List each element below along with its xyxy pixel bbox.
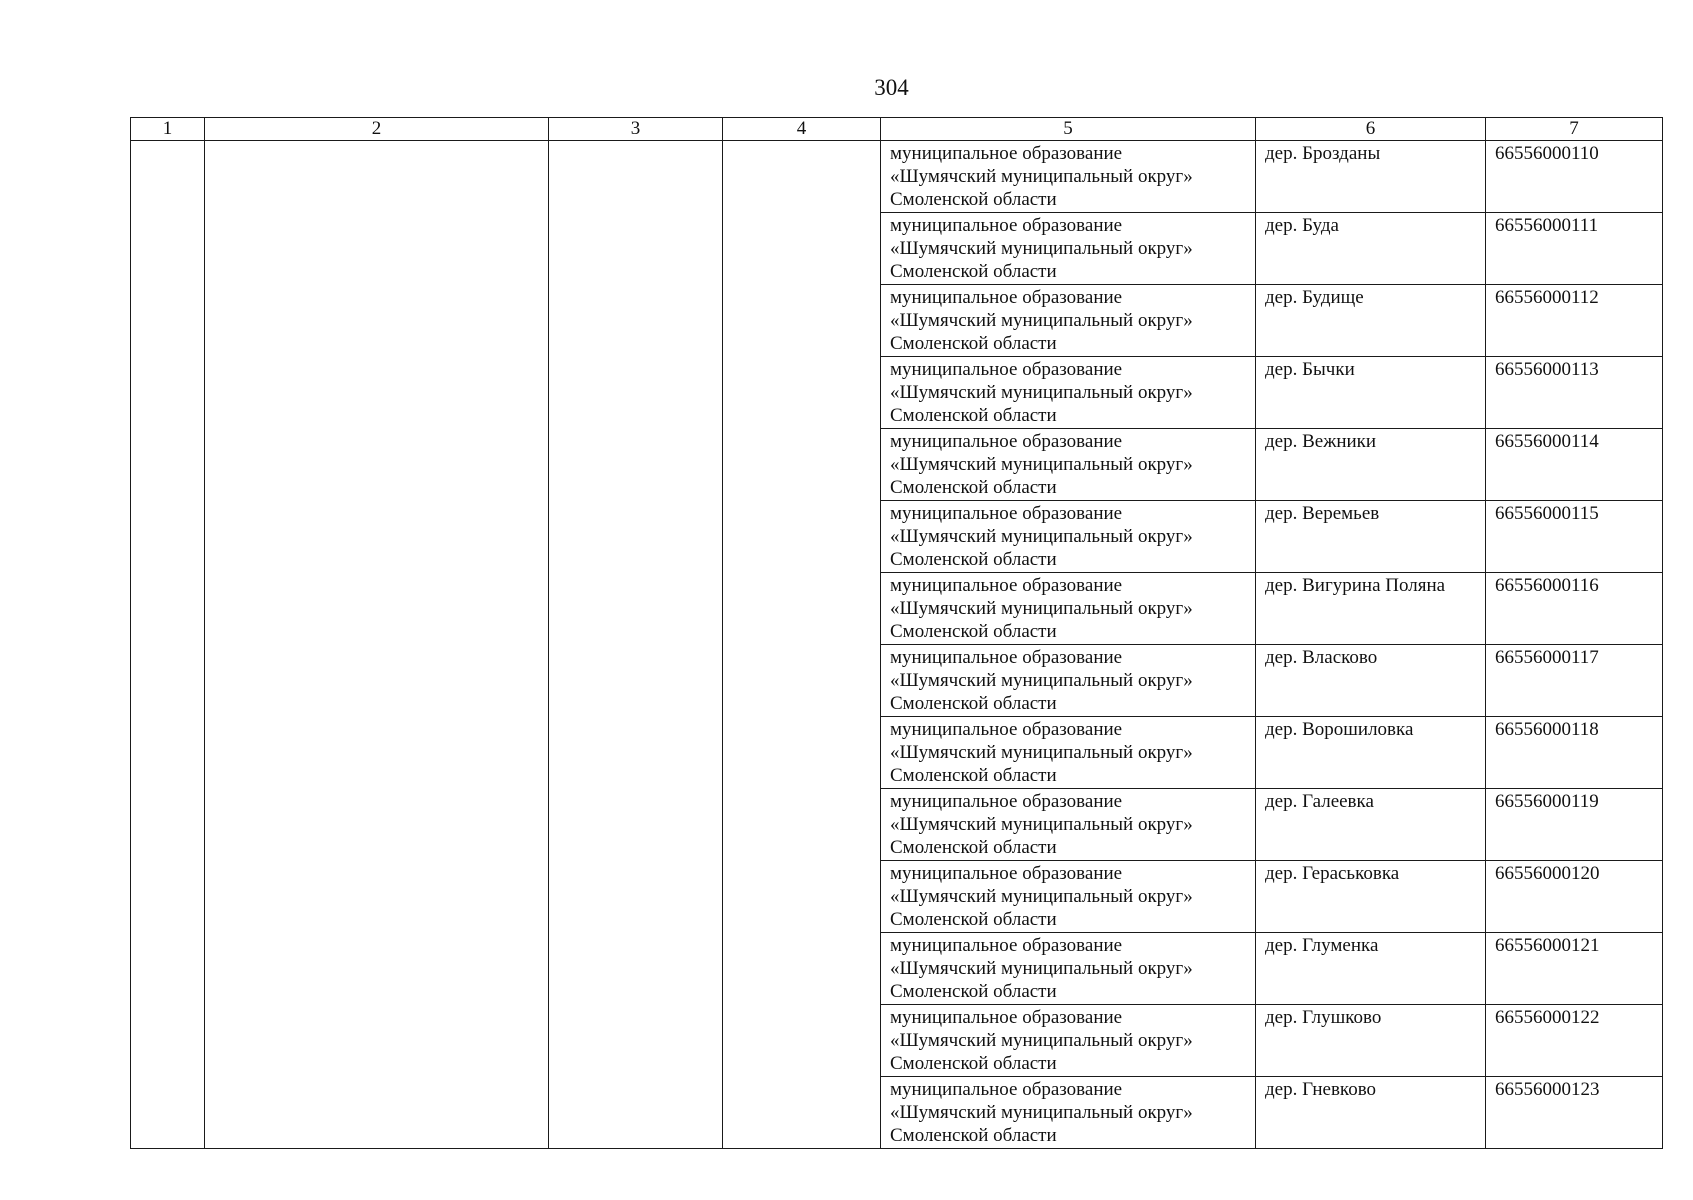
municipality-cell [881, 141, 1256, 213]
municipality-line: Смоленской области [890, 621, 1057, 642]
municipality-line: муниципальное образование [890, 287, 1123, 308]
settlement-cell: дер. Глушково [1256, 1005, 1486, 1077]
settlements-table [130, 117, 1663, 1149]
column-header-5: 5 [881, 118, 1256, 141]
municipality-line: «Шумячский муниципальный округ» [890, 958, 1193, 979]
oktmo-code-cell: 66556000112 [1486, 285, 1663, 357]
municipality-cell [881, 1077, 1256, 1149]
oktmo-code-cell: 66556000110 [1486, 141, 1663, 213]
empty-cell-col-4 [723, 141, 881, 1149]
municipality-line: Смоленской области [890, 765, 1057, 786]
municipality-line: «Шумячский муниципальный округ» [890, 454, 1193, 475]
table-body [131, 141, 1663, 1149]
municipality-line: муниципальное образование [890, 719, 1123, 740]
municipality-line: «Шумячский муниципальный округ» [890, 1030, 1193, 1051]
municipality-cell [881, 213, 1256, 285]
municipality-line: «Шумячский муниципальный округ» [890, 1102, 1193, 1123]
municipality-line: Смоленской области [890, 405, 1057, 426]
municipality-cell [881, 573, 1256, 645]
municipality-cell [881, 1005, 1256, 1077]
column-number-row [131, 118, 1663, 141]
municipality-line: Смоленской области [890, 837, 1057, 858]
settlement-cell: дер. Бычки [1256, 357, 1486, 429]
municipality-cell [881, 645, 1256, 717]
municipality-line: муниципальное образование [890, 647, 1123, 668]
oktmo-code-cell: 66556000120 [1486, 861, 1663, 933]
settlement-cell: дер. Глуменка [1256, 933, 1486, 1005]
oktmo-code-cell: 66556000114 [1486, 429, 1663, 501]
municipality-line: «Шумячский муниципальный округ» [890, 886, 1193, 907]
municipality-cell [881, 717, 1256, 789]
municipality-cell [881, 861, 1256, 933]
municipality-line: «Шумячский муниципальный округ» [890, 670, 1193, 691]
municipality-cell [881, 429, 1256, 501]
column-header-1: 1 [131, 118, 205, 141]
settlement-cell: дер. Власково [1256, 645, 1486, 717]
municipality-line: муниципальное образование [890, 215, 1123, 236]
empty-cell-col-3 [549, 141, 723, 1149]
oktmo-code-cell: 66556000118 [1486, 717, 1663, 789]
municipality-line: «Шумячский муниципальный округ» [890, 238, 1193, 259]
municipality-line: «Шумячский муниципальный округ» [890, 742, 1193, 763]
municipality-line: Смоленской области [890, 261, 1057, 282]
municipality-line: Смоленской области [890, 909, 1057, 930]
municipality-line: муниципальное образование [890, 791, 1123, 812]
municipality-line: муниципальное образование [890, 359, 1123, 380]
settlement-cell: дер. Веремьев [1256, 501, 1486, 573]
municipality-line: Смоленской области [890, 1053, 1057, 1074]
municipality-line: муниципальное образование [890, 431, 1123, 452]
municipality-cell [881, 933, 1256, 1005]
column-header-4: 4 [723, 118, 881, 141]
municipality-line: Смоленской области [890, 693, 1057, 714]
municipality-line: Смоленской области [890, 189, 1057, 210]
table-row [131, 141, 1663, 213]
municipality-line: «Шумячский муниципальный округ» [890, 598, 1193, 619]
settlement-cell: дер. Гневково [1256, 1077, 1486, 1149]
settlement-cell: дер. Вежники [1256, 429, 1486, 501]
municipality-line: муниципальное образование [890, 1079, 1123, 1100]
municipality-line: муниципальное образование [890, 575, 1123, 596]
settlement-cell: дер. Буда [1256, 213, 1486, 285]
settlement-cell: дер. Галеевка [1256, 789, 1486, 861]
municipality-line: муниципальное образование [890, 935, 1123, 956]
empty-cell-col-2 [205, 141, 549, 1149]
column-header-6: 6 [1256, 118, 1486, 141]
municipality-line: Смоленской области [890, 1125, 1057, 1146]
municipality-line: «Шумячский муниципальный округ» [890, 814, 1193, 835]
municipality-line: Смоленской области [890, 981, 1057, 1002]
oktmo-code-cell: 66556000111 [1486, 213, 1663, 285]
settlement-cell: дер. Брозданы [1256, 141, 1486, 213]
column-header-3: 3 [549, 118, 723, 141]
municipality-cell [881, 285, 1256, 357]
municipality-line: «Шумячский муниципальный округ» [890, 382, 1193, 403]
column-header-2: 2 [205, 118, 549, 141]
municipality-line: «Шумячский муниципальный округ» [890, 526, 1193, 547]
oktmo-code-cell: 66556000116 [1486, 573, 1663, 645]
municipality-cell [881, 357, 1256, 429]
column-header-7: 7 [1486, 118, 1663, 141]
municipality-cell [881, 501, 1256, 573]
page-number: 304 [874, 75, 909, 100]
settlement-cell: дер. Вигурина Поляна [1256, 573, 1486, 645]
oktmo-code-cell: 66556000113 [1486, 357, 1663, 429]
municipality-line: «Шумячский муниципальный округ» [890, 166, 1193, 187]
oktmo-code-cell: 66556000119 [1486, 789, 1663, 861]
oktmo-code-cell: 66556000115 [1486, 501, 1663, 573]
municipality-line: муниципальное образование [890, 863, 1123, 884]
municipality-line: муниципальное образование [890, 503, 1123, 524]
oktmo-code-cell: 66556000117 [1486, 645, 1663, 717]
municipality-line: Смоленской области [890, 477, 1057, 498]
settlement-cell: дер. Гераськовка [1256, 861, 1486, 933]
municipality-line: муниципальное образование [890, 143, 1123, 164]
settlement-cell: дер. Будище [1256, 285, 1486, 357]
oktmo-code-cell: 66556000121 [1486, 933, 1663, 1005]
municipality-line: Смоленской области [890, 333, 1057, 354]
oktmo-code-cell: 66556000123 [1486, 1077, 1663, 1149]
municipality-line: «Шумячский муниципальный округ» [890, 310, 1193, 331]
oktmo-code-cell: 66556000122 [1486, 1005, 1663, 1077]
municipality-line: Смоленской области [890, 549, 1057, 570]
municipality-cell [881, 789, 1256, 861]
settlement-cell: дер. Ворошиловка [1256, 717, 1486, 789]
empty-cell-col-1 [131, 141, 205, 1149]
municipality-line: муниципальное образование [890, 1007, 1123, 1028]
